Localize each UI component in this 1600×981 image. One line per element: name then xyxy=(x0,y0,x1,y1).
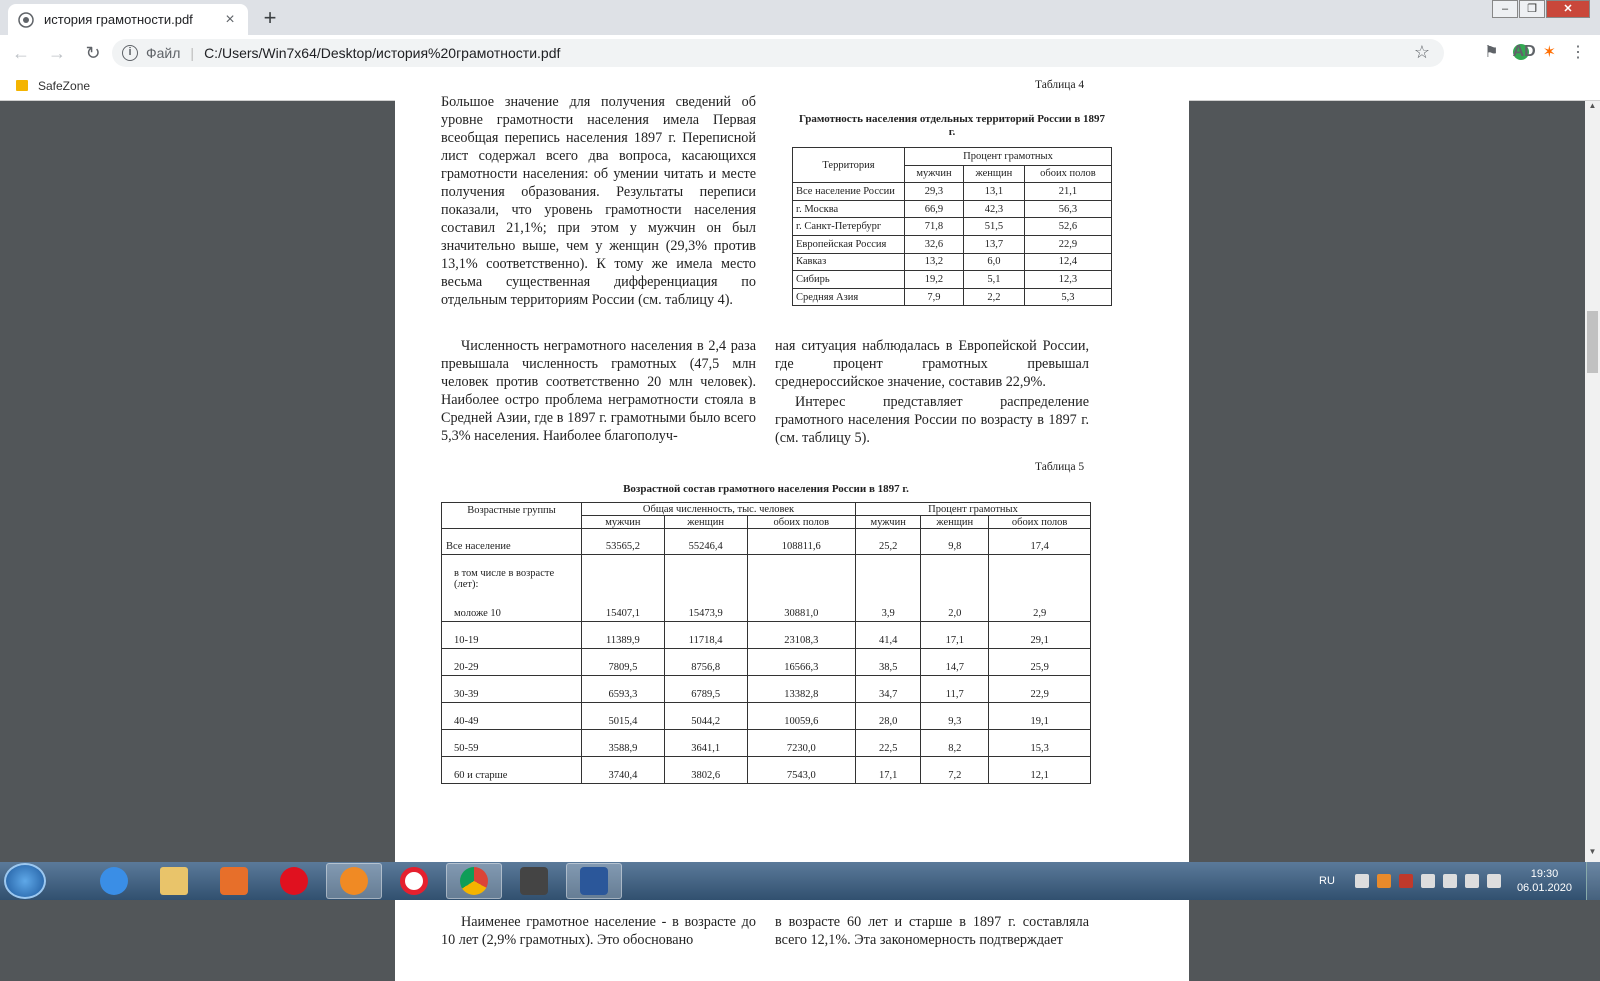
table-cell: 29,3 xyxy=(905,183,964,201)
table-row xyxy=(442,730,1091,757)
table-cell: 13,2 xyxy=(905,253,964,271)
paragraph-text: Наименее грамотное население - в возрасте до 10 лет (2,9% грамотных). Это обосновано xyxy=(441,914,756,948)
table-header: Процент грамотных xyxy=(856,503,1091,516)
bookmark-star-icon[interactable]: ☆ xyxy=(1413,42,1430,62)
folder-icon xyxy=(160,867,188,895)
word-icon xyxy=(580,867,608,895)
extension-fox-icon[interactable]: ✶ xyxy=(1542,44,1556,61)
table-header: Возрастные группы xyxy=(442,503,582,529)
table-header: обоих полов xyxy=(1024,165,1111,183)
taskbar-tool[interactable] xyxy=(506,863,562,899)
taskbar-opera[interactable] xyxy=(266,863,322,899)
table-cell: 66,9 xyxy=(905,200,964,218)
table-row xyxy=(793,288,1112,306)
table-cell: 6789,5 xyxy=(664,676,747,703)
table-cell: 32,6 xyxy=(905,235,964,253)
age-literacy-table xyxy=(441,502,1091,784)
scroll-thumb[interactable] xyxy=(1587,311,1598,373)
address-label: Файл xyxy=(146,45,181,61)
start-button[interactable] xyxy=(4,863,46,899)
back-button[interactable]: ← xyxy=(12,42,30,63)
scrollbar[interactable] xyxy=(1585,101,1600,862)
table-row xyxy=(442,555,1091,622)
extensions xyxy=(1470,42,1586,62)
table-cell: 8756,8 xyxy=(664,649,747,676)
info-icon[interactable]: i xyxy=(122,45,138,61)
table-cell: 12,3 xyxy=(1024,271,1111,289)
table-cell: 7,9 xyxy=(905,288,964,306)
table-row xyxy=(442,622,1091,649)
table-row xyxy=(442,757,1091,784)
table-cell: 22,9 xyxy=(1024,235,1111,253)
table-cell: 13,7 xyxy=(963,235,1024,253)
tab-strip xyxy=(0,0,1600,35)
table-cell: 15473,9 xyxy=(664,555,747,622)
taskbar-media[interactable] xyxy=(206,863,262,899)
age-label: моложе 10 xyxy=(454,608,501,619)
table-cell: 20-29 xyxy=(442,649,582,676)
clock-time: 19:30 xyxy=(1530,868,1559,880)
table-cell: 10-19 xyxy=(442,622,582,649)
table-header: обоих полов xyxy=(989,516,1091,529)
table-cell: 5,3 xyxy=(1024,288,1111,306)
tray-icon[interactable] xyxy=(1443,874,1457,888)
taskbar-ie[interactable] xyxy=(86,863,142,899)
table-cell: 22,5 xyxy=(856,730,921,757)
taskbar-app[interactable] xyxy=(326,863,382,899)
table-cell: 28,0 xyxy=(856,703,921,730)
tray-icon[interactable] xyxy=(1377,874,1391,888)
table-row xyxy=(442,676,1091,703)
table-cell: 11389,9 xyxy=(582,622,665,649)
table-cell: 2,9 xyxy=(989,555,1091,622)
paragraph xyxy=(441,913,756,949)
table-cell: 30-39 xyxy=(442,676,582,703)
table-cell: 55246,4 xyxy=(664,529,747,555)
tab-active[interactable] xyxy=(8,4,248,35)
table-cell: 11718,4 xyxy=(664,622,747,649)
table-row xyxy=(793,183,1112,201)
table-cell: Все население xyxy=(442,529,582,555)
scroll-up-icon[interactable]: ▲ xyxy=(1588,101,1597,110)
table-cell: Средняя Азия xyxy=(793,288,905,306)
extension-icon[interactable]: ⚑ xyxy=(1484,44,1499,61)
window-close-button[interactable]: ✕ xyxy=(1546,0,1590,18)
menu-icon[interactable]: ⋮ xyxy=(1570,44,1586,61)
table-cell: 41,4 xyxy=(856,622,921,649)
table-header: обоих полов xyxy=(747,516,856,529)
paragraph xyxy=(775,393,1089,447)
table-header: мужчин xyxy=(582,516,665,529)
network-icon[interactable] xyxy=(1487,874,1501,888)
table-cell: 14,7 xyxy=(921,649,989,676)
table-cell: 5,1 xyxy=(963,271,1024,289)
territory-literacy-table xyxy=(792,147,1112,306)
chrome-icon xyxy=(460,867,488,895)
taskbar-explorer[interactable] xyxy=(146,863,202,899)
table-header: женщин xyxy=(921,516,989,529)
table-cell: 16566,3 xyxy=(747,649,856,676)
table-cell: 3641,1 xyxy=(664,730,747,757)
table-cell: г. Санкт-Петербург xyxy=(793,218,905,236)
taskbar-yandex[interactable] xyxy=(386,863,442,899)
taskbar xyxy=(0,862,1600,900)
clock[interactable] xyxy=(1517,867,1572,895)
system-tray xyxy=(1319,862,1600,900)
language-indicator[interactable]: RU xyxy=(1319,875,1335,887)
table-row xyxy=(793,253,1112,271)
opera-icon xyxy=(280,867,308,895)
table-row xyxy=(793,200,1112,218)
table-cell: 3588,9 xyxy=(582,730,665,757)
adblock-icon[interactable]: AD xyxy=(1512,43,1536,60)
table-cell: 19,2 xyxy=(905,271,964,289)
address-separator: | xyxy=(190,45,195,61)
table-cell: Все население России xyxy=(793,183,905,201)
tray-icon[interactable] xyxy=(1399,874,1413,888)
table-cell: 29,1 xyxy=(989,622,1091,649)
paragraph: ная ситуация наблюдалась в Европейской России, где процент грамотных превышал среднероссийское значение, составив 22,9%. xyxy=(775,338,1089,390)
table-cell: 19,1 xyxy=(989,703,1091,730)
table-cell: Сибирь xyxy=(793,271,905,289)
table-cell: 71,8 xyxy=(905,218,964,236)
table-cell: 30881,0 xyxy=(747,555,856,622)
table-header: мужчин xyxy=(856,516,921,529)
taskbar-word[interactable] xyxy=(566,863,622,899)
tool-icon xyxy=(520,867,548,895)
table-cell: 7543,0 xyxy=(747,757,856,784)
table-cell xyxy=(442,555,582,622)
table-cell: 23108,3 xyxy=(747,622,856,649)
table-cell: 60 и старше xyxy=(442,757,582,784)
toolbar xyxy=(0,35,1600,71)
address-url[interactable]: C:/Users/Win7x64/Desktop/история%20грамотности.pdf xyxy=(204,45,561,61)
table-cell: 5015,4 xyxy=(582,703,665,730)
table-cell: 15407,1 xyxy=(582,555,665,622)
tray-icon[interactable] xyxy=(1421,874,1435,888)
table-cell: 8,2 xyxy=(921,730,989,757)
volume-icon[interactable] xyxy=(1465,874,1479,888)
table-cell: 2,2 xyxy=(963,288,1024,306)
table-header: женщин xyxy=(664,516,747,529)
table-cell: 22,9 xyxy=(989,676,1091,703)
table-cell: 50-59 xyxy=(442,730,582,757)
tray-icon[interactable] xyxy=(1355,874,1369,888)
ie-icon xyxy=(100,867,128,895)
table-header: Территория xyxy=(793,148,905,183)
paragraph-text: Численность неграмотного населения в 2,4 раза превышала численность грамотных (47,5 млн человек против соответственно 20 млн человек). Наиболее остро проблема неграмотности стояла в Средней Азии, где в 1897 г. грамотными было всего 5,3% населения. Наиболее благополуч- xyxy=(441,338,756,444)
new-tab-button[interactable]: + xyxy=(263,5,277,30)
paragraph: Большое значение для получения сведений об уровне грамотности населения имела Первая всеобщая перепись населения 1897 г. Переписной лист содержал всего два вопроса, касающихся грамотности населения: об умении читать и месте получения образования. Результаты переписи показали, что уровень грамотности населения составил 21,1%; при этом у мужчин он был значительно выше, чем у женщин (29,3% против 13,1% соответственно). К тому же имела место весьма существенная дифференциация по отдельным территориям России (см. таблицу 4). xyxy=(441,94,756,308)
table-cell: 6,0 xyxy=(963,253,1024,271)
table-cell: 40-49 xyxy=(442,703,582,730)
clock-date: 06.01.2020 xyxy=(1516,882,1572,894)
globe-icon xyxy=(18,12,34,28)
table-cell: 38,5 xyxy=(856,649,921,676)
paragraph-text: Интерес представляет распределение грамотного населения России по возрасту в 1897 г. (см. таблицу 5). xyxy=(775,394,1089,446)
table-cell: 10059,6 xyxy=(747,703,856,730)
bookmark-safezone[interactable]: SafeZone xyxy=(38,78,91,93)
reload-button[interactable]: ↻ xyxy=(85,42,101,63)
table-number: Таблица 5 xyxy=(1035,461,1085,473)
table-cell: 13382,8 xyxy=(747,676,856,703)
table-cell: 9,3 xyxy=(921,703,989,730)
table-row xyxy=(442,649,1091,676)
table-cell: 108811,6 xyxy=(747,529,856,555)
table-cell: 9,8 xyxy=(921,529,989,555)
table-row xyxy=(442,529,1091,555)
table-cell: 52,6 xyxy=(1024,218,1111,236)
table-row xyxy=(793,271,1112,289)
table-cell: 7,2 xyxy=(921,757,989,784)
app-icon xyxy=(340,867,368,895)
table-cell: 17,1 xyxy=(856,757,921,784)
table-cell: 56,3 xyxy=(1024,200,1111,218)
table-caption: Грамотность населения отдельных территорий России в 1897 г. xyxy=(798,113,1106,138)
media-player-icon xyxy=(220,867,248,895)
table-cell: 15,3 xyxy=(989,730,1091,757)
show-desktop-button[interactable] xyxy=(1586,862,1600,900)
table-caption: Возрастной состав грамотного населения России в 1897 г. xyxy=(623,483,909,495)
table-cell: 25,9 xyxy=(989,649,1091,676)
table-cell: 25,2 xyxy=(856,529,921,555)
table-cell: 11,7 xyxy=(921,676,989,703)
scroll-down-icon[interactable]: ▼ xyxy=(1588,847,1597,856)
table-cell: 34,7 xyxy=(856,676,921,703)
table-cell: 12,1 xyxy=(989,757,1091,784)
tab-title: история грамотности.pdf xyxy=(44,12,193,27)
table-cell: 6593,3 xyxy=(582,676,665,703)
table-cell: 13,1 xyxy=(963,183,1024,201)
table-cell: 3,9 xyxy=(856,555,921,622)
table-subheader: в том числе в возрасте (лет): xyxy=(454,568,555,590)
table-header: Общая численность, тыс. человек xyxy=(582,503,856,516)
folder-icon xyxy=(16,80,28,91)
table-cell: 17,4 xyxy=(989,529,1091,555)
pdf-page xyxy=(395,81,1189,981)
address-bar[interactable] xyxy=(112,39,1444,67)
table-cell: 3740,4 xyxy=(582,757,665,784)
table-cell: 7230,0 xyxy=(747,730,856,757)
table-cell: Кавказ xyxy=(793,253,905,271)
table-cell: 3802,6 xyxy=(664,757,747,784)
table-number: Таблица 4 xyxy=(1035,79,1085,91)
table-header: Процент грамотных xyxy=(905,148,1112,166)
close-icon[interactable]: × xyxy=(225,10,235,28)
table-cell: 53565,2 xyxy=(582,529,665,555)
minimize-button[interactable]: – xyxy=(1492,0,1518,18)
window-controls xyxy=(1491,0,1590,18)
table-cell: 51,5 xyxy=(963,218,1024,236)
taskbar-chrome[interactable] xyxy=(446,863,502,899)
restore-button[interactable]: ❐ xyxy=(1519,0,1545,18)
table-cell: Европейская Россия xyxy=(793,235,905,253)
forward-button[interactable]: → xyxy=(48,42,66,63)
table-row xyxy=(442,703,1091,730)
table-row xyxy=(793,235,1112,253)
paragraph: в возрасте 60 лет и старше в 1897 г. составляла всего 12,1%. Эта закономерность подтверждает xyxy=(775,914,1089,948)
yandex-icon xyxy=(400,867,428,895)
table-cell: г. Москва xyxy=(793,200,905,218)
table-cell: 21,1 xyxy=(1024,183,1111,201)
table-cell: 12,4 xyxy=(1024,253,1111,271)
table-cell: 2,0 xyxy=(921,555,989,622)
table-cell: 17,1 xyxy=(921,622,989,649)
paragraph xyxy=(441,337,756,445)
table-cell: 5044,2 xyxy=(664,703,747,730)
table-cell: 42,3 xyxy=(963,200,1024,218)
table-row xyxy=(793,218,1112,236)
table-header: мужчин xyxy=(905,165,964,183)
table-cell: 7809,5 xyxy=(582,649,665,676)
table-header: женщин xyxy=(963,165,1024,183)
